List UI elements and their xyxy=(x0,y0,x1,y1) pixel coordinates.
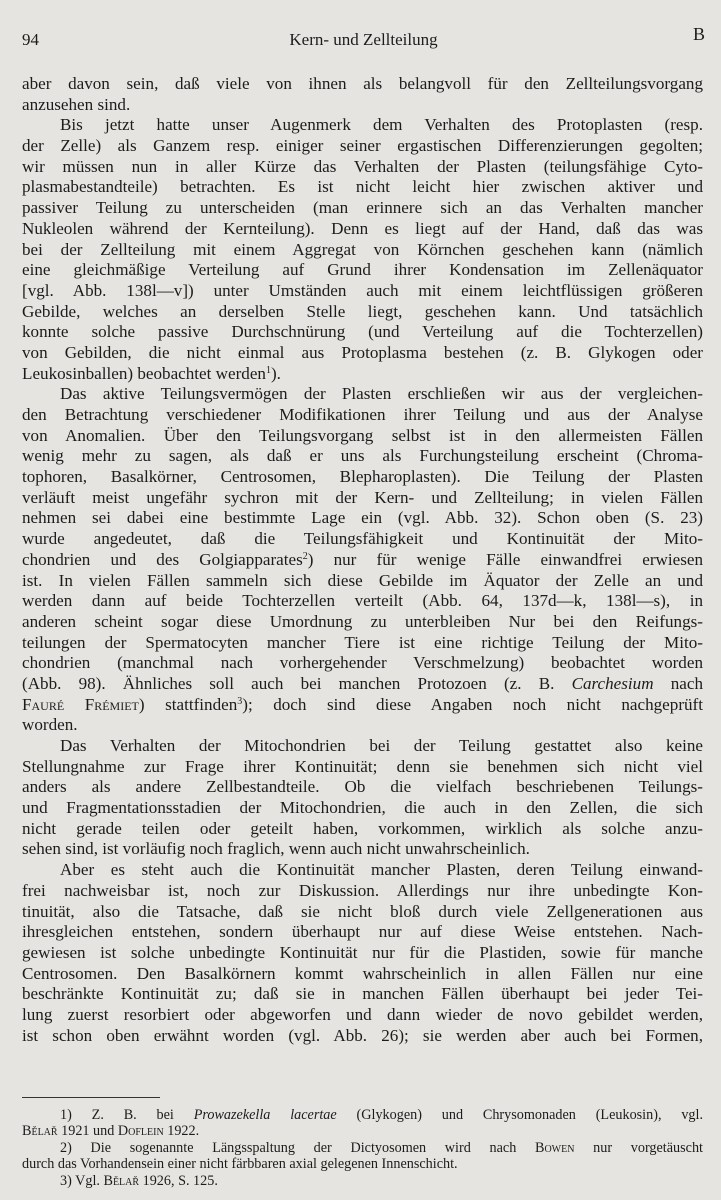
italic-term: Prowazekella lacertae xyxy=(193,1107,337,1123)
author-name: Doflein xyxy=(117,1123,164,1140)
line-text: ); doch sind diese Angaben noch nicht nachgeprüft xyxy=(242,694,703,714)
text-line: bei der Zellteilung mit einem Aggregat von Körnchen geschehen kann (nämlich xyxy=(22,239,703,259)
text-line: nicht gerade teilen oder geteilt haben, vorkommen, wirklich als solche anzu- xyxy=(22,818,703,838)
footnote-text: 1926, S. 125. xyxy=(139,1172,218,1189)
text-line: ist schon oben erwähnt worden (vgl. Abb. 26); sie werden aber auch bei Formen, xyxy=(22,1025,703,1045)
text-line: plasmabestandteile) betrachten. Es ist nicht leicht hier zwischen aktiver und xyxy=(22,177,703,197)
text-line: teilungen der Spermatocyten mancher Tiere ist eine richtige Teilung der Mito- xyxy=(22,632,703,652)
footnote-ref: 2 xyxy=(302,550,308,562)
text-line: Das Verhalten der Mitochondrien bei der Teilung gestattet also keine xyxy=(60,736,703,755)
text-line: anzusehen sind. xyxy=(22,94,131,114)
footnote-line xyxy=(22,1107,703,1123)
line-text: ). xyxy=(270,363,281,383)
text-line: beschränkte Kontinuität zu; daß sie in manchen Fällen überhaupt bei jeder Tei- xyxy=(22,984,703,1004)
footnote-line xyxy=(22,1173,703,1189)
text-line: aber davon sein, daß viele von ihnen als belangvoll für den Zellteilungsvorgang xyxy=(22,74,703,93)
line-text: ) stattfinden xyxy=(138,694,238,714)
text-line: werden dann auf beide Tochterzellen verteilt (Abb. 64, 137d—k, 138l—s), in xyxy=(22,591,703,611)
text-line: Centrosomen. Den Basalkörnern kommt wahrscheinlich in allen Fällen nur eine xyxy=(22,963,703,983)
text-line: eine gleichmäßige Verteilung auf Grund ihrer Kondensation im Zellenäquator xyxy=(22,260,703,280)
text-line: Das aktive Teilungsvermögen der Plasten erschließen wir aus der vergleichen- xyxy=(60,384,703,404)
footnote-text: 2) Die sogenannte Längsspaltung der Dictyosomen wird nach xyxy=(60,1139,535,1156)
text-line: gewiesen ist solche unbedingte Kontinuität nur für die Plastiden, sowie für manche xyxy=(22,942,703,962)
footnote-line xyxy=(22,1140,703,1156)
page-number: 94 xyxy=(22,30,39,49)
footnote-text: 1) Z. B. bei xyxy=(60,1107,194,1123)
author-name: Bělař xyxy=(22,1123,58,1140)
text-line: passiver Teilung zu unterscheiden (man erinnere sich an das Verhalten mancher xyxy=(22,198,703,218)
text-line: Stellungnahme zur Frage ihrer Kontinuität; denn sie benehmen sich nicht viel xyxy=(22,756,703,776)
author-name: Bělař xyxy=(103,1172,140,1189)
footnote-line: durch das Vorhandensein einer nicht färbbaren axial gelegenen Innenschicht. xyxy=(22,1156,458,1173)
text-line xyxy=(22,550,703,571)
text-line: der Zelle) als Ganzem resp. einiger seiner ergastischen Differenzierungen gegolten; xyxy=(22,136,703,156)
text-line: tophoren, Basalkörner, Centrosomen, Blepharoplasten). Die Teilung der Plasten xyxy=(22,467,703,487)
footnotes xyxy=(22,1107,703,1189)
text-line: nehmen sei dabei eine bestimmte Lage ein (vgl. Abb. 32). Schon oben (S. 23) xyxy=(22,508,703,528)
line-text: nach xyxy=(653,673,703,693)
text-line: Aber es steht auch die Kontinuität mancher Plasten, deren Teilung einwand- xyxy=(60,860,703,880)
text-line xyxy=(22,695,703,716)
text-line xyxy=(22,674,703,695)
footnote-line xyxy=(22,1123,703,1139)
text-line: konnte solche passive Durchschnürung (und Verteilung auf die Tochterzellen) xyxy=(22,322,703,342)
footnote-ref: 3 xyxy=(237,695,243,707)
text-line: Bis jetzt hatte unser Augenmerk dem Verhalten des Protoplasten (resp. xyxy=(60,115,703,135)
signature-mark: B xyxy=(692,24,705,44)
text-line: von Anomalien. Über den Teilungsvorgang selbst ist in den allermeisten Fällen xyxy=(22,425,703,445)
main-text xyxy=(22,74,703,1046)
text-line: anders als andere Zellbestandteile. Ob die vielfach beschriebenen Teilungs- xyxy=(22,777,703,797)
line-text: ) nur für wenige Fälle einwandfrei erwiesen xyxy=(307,549,704,569)
text-line: worden. xyxy=(22,715,78,735)
text-line: frei nachweisbar ist, noch zur Diskussion. Allerdings nur ihre unbedingte Kon- xyxy=(22,880,703,900)
text-line: sehen sind, ist vorläufig noch fraglich, wenn auch nicht unwahrscheinlich. xyxy=(22,839,530,859)
footnote-ref: 1 xyxy=(265,364,271,376)
text-line: wir müssen nun in aller Kürze das Verhalten der Plasten (teilungsfähige Cyto- xyxy=(22,156,703,176)
running-header xyxy=(22,24,705,54)
text-line: [vgl. Abb. 138l—v]) unter Umständen auch mit einem leichtflüssigen größeren xyxy=(22,280,703,300)
line-text: chondrien und des Golgiapparates xyxy=(22,549,303,569)
running-title: Kern- und Zellteilung xyxy=(289,30,438,49)
footnote-text: 1922. xyxy=(163,1123,200,1140)
text-line: den Betrachtung verschiedener Modifikationen ihrer Teilung und aus der Analyse xyxy=(22,405,703,424)
author-name: Bowen xyxy=(534,1139,575,1156)
author-name: Fauré Frémiet xyxy=(22,694,139,714)
footnote-text: (Glykogen) und Chrysomonaden (Leukosin), vgl. xyxy=(336,1107,703,1123)
text-line: Gebilde, welches an derselben Stelle liegt, geschehen kann. Und tatsächlich xyxy=(22,301,703,321)
line-text: (Abb. 98). Ähnliches soll auch bei manchen Protozoen (z. B. xyxy=(22,673,555,693)
text-line: ist. In vielen Fällen sammeln sich diese Gebilde im Äquator der Zelle an und xyxy=(22,570,703,590)
footnote-text: 3) Vgl. xyxy=(60,1172,104,1189)
text-line: verläuft meist ungefähr sychron mit der Kern- und Zellteilung; in vielen Fällen xyxy=(22,487,703,507)
text-line xyxy=(22,364,703,385)
text-line: wenig mehr zu sagen, als daß er uns als Furchungsteilung erscheint (Chroma- xyxy=(22,446,703,466)
line-text: Leukosinballen) beobachtet werden xyxy=(22,363,266,383)
footnote-text: nur vorgetäuscht xyxy=(574,1139,703,1156)
text-line: tinuität, also die Tatsache, daß sie nicht bloß durch viele Zellgenerationen aus xyxy=(22,901,703,921)
text-line: von Gebilden, die nicht einmal aus Protoplasma bestehen (z. B. Glykogen oder xyxy=(22,342,703,362)
text-line: anderen scheint sogar diese Umordnung zu unterbleiben Nur bei den Reifungs- xyxy=(22,611,703,631)
text-line: wurde angedeutet, daß die Teilungsfähigkeit und Kontinuität der Mito- xyxy=(22,529,703,549)
footnote-divider xyxy=(22,1097,160,1098)
text-line: ihresgleichen entstehen, sondern überhaupt nur auf diese Weise entstehen. Nach- xyxy=(22,922,703,942)
footnote-text: 1921 und xyxy=(57,1123,118,1140)
italic-term: Carchesium xyxy=(571,673,654,693)
text-line: lung zuerst resorbiert oder abgeworfen und dann wieder de novo gebildet werden, xyxy=(22,1004,703,1024)
text-line: Nukleolen während der Kernteilung). Denn es liegt auf der Hand, daß das was xyxy=(22,218,703,238)
text-line: und Fragmentationsstadien der Mitochondrien, die auch in den Zellen, die sich xyxy=(22,798,703,818)
text-line: chondrien (manchmal nach vorhergehender Verschmelzung) beobachtet worden xyxy=(22,653,703,673)
